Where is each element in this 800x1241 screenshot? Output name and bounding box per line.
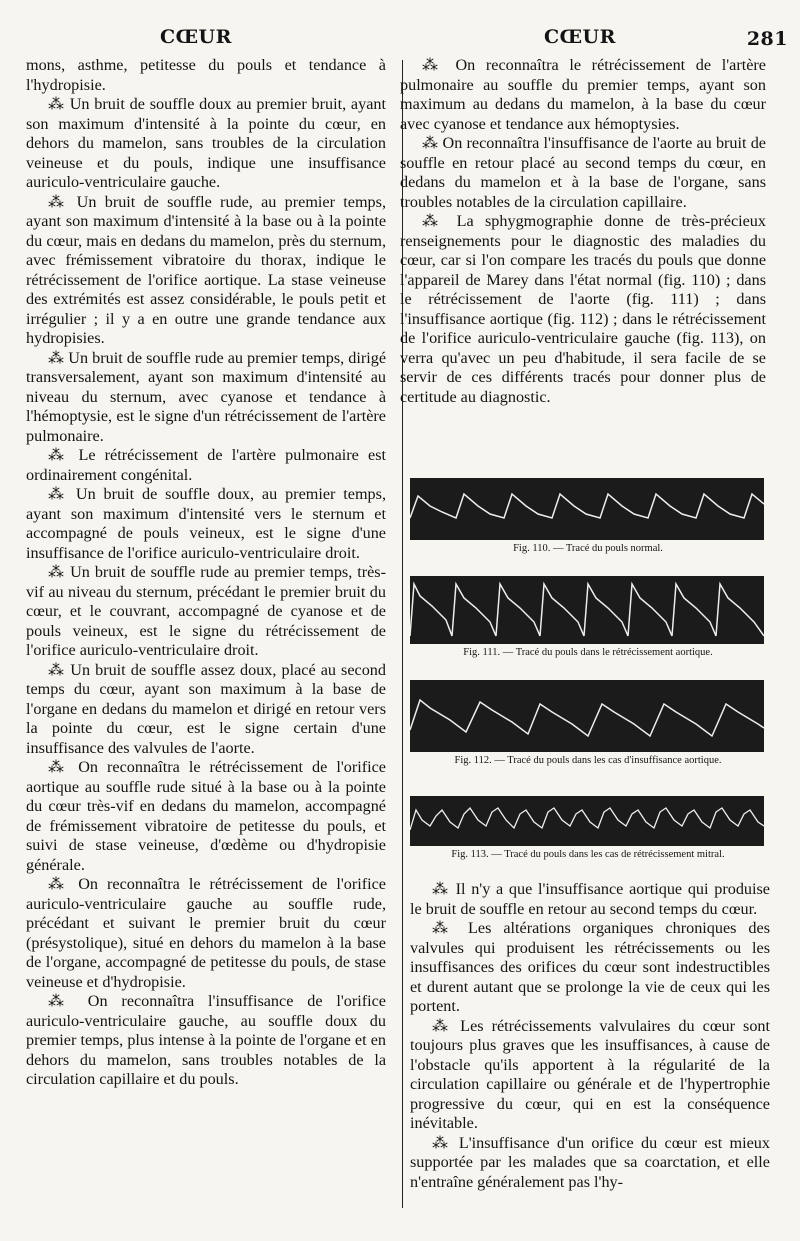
figure-caption: Fig. 113. — Tracé du pouls dans les cas de rétrécissement mitral. xyxy=(451,849,725,860)
paragraph: ⁂ Un bruit de souffle rude au premier temps, dirigé transversalement, ayant son maximum d'intensité au niveau du sternum, avec cyanose et tendance à l'hémoptysie, est le signe d'un rétrécissement de l'artère pulmonaire. xyxy=(26,348,386,445)
paragraph: ⁂ La sphygmographie donne de très-précieux renseignements pour le diagnostic des maladies du cœur, car si l'on compare les tracés du pouls que donne l'appareil de Marey dans l'état normal (fig. 110) ; dans le rétrécissement de l'aorte (fig. 111) ; dans l'insuffisance aortique (fig. 112) ; dans le rétrécissement de l'orifice auriculo-ventriculaire gauche (fig. 113), on verra qu'avec un peu d'habitude, il sera facile de se servir de ces différents tracés pour donner plus de certitude au diagnostic. xyxy=(400,212,766,406)
pulse-trace-mitral-stenosis xyxy=(410,796,764,846)
pulse-trace-aortic-stenosis xyxy=(410,576,764,644)
paragraph: ⁂ Un bruit de souffle rude au premier temps, très-vif au niveau du sternum, précédant le premier bruit du cœur, et le couvrant, accompagné de cyanose et de pouls veineux, est le signe du rétrécissement de l'orifice auriculo-ventriculaire droit. xyxy=(26,563,386,659)
right-column-bottom xyxy=(410,880,770,1192)
paragraph: ⁂ Un bruit de souffle assez doux, placé au second temps du cœur, ayant son maximum à la base de l'organe en dedans du mamelon et dirigé en retour vers la pointe du cœur, est le signe certain d'une insuffisance des valvules de l'aorte. xyxy=(26,660,386,757)
paragraph: ⁂ Le rétrécissement de l'artère pulmonaire est ordinairement congénital. xyxy=(26,446,386,484)
paragraph: ⁂ Les altérations organiques chroniques des valvules qui produisent les rétrécissements ou les insuffisances des orifices du cœur sont indestructibles et durent autant que se prolonge la vie de ceux qui les portent. xyxy=(410,919,770,1015)
paragraph: ⁂ Les rétrécissements valvulaires du cœur sont toujours plus graves que les insuffisances, à cause de l'obstacle qu'ils apportent à la régularité de la circulation capillaire ou générale et de l'hypertrophie progressive du cœur, qui en est la conséquence inévitable. xyxy=(410,1016,770,1132)
paragraph: ⁂ Un bruit de souffle doux au premier bruit, ayant son maximum d'intensité à la pointe du cœur, en dehors du mamelon, sans troubles de la circulation veineuse et du pouls, indique une insuffisance auriculo-ventriculaire gauche. xyxy=(26,95,386,191)
paragraph: ⁂ Un bruit de souffle doux, au premier temps, ayant son maximum d'intensité vers le sternum et accompagné de pouls veineux, est le signe d'une insuffisance de l'orifice auriculo-ventriculaire droit. xyxy=(26,485,386,562)
paragraph: ⁂ On reconnaîtra le rétrécissement de l'orifice aortique au souffle rude situé à la base ou à la pointe du cœur très-vif en dedans du mamelon, accompagné de frémissement vibratoire de petitesse du pouls, et suivi de stase veineuse, d'œdème ou d'hydropisie générale. xyxy=(26,758,386,874)
paragraph: ⁂ On reconnaîtra l'insuffisance de l'orifice auriculo-ventriculaire gauche, au souffle doux du premier temps, plus intense à la pointe de l'organe et en dehors du mamelon, sans troubles notables de la circulation capillaire et du pouls. xyxy=(26,992,386,1088)
paragraph: ⁂ Il n'y a que l'insuffisance aortique qui produise le bruit de souffle en retour au second temps du cœur. xyxy=(410,880,770,918)
paragraph: ⁂ On reconnaîtra le rétrécissement de l'artère pulmonaire au souffle du premier temps, ayant son maximum au dedans du mamelon, à la base du cœur avec cyanose et tendance aux hémoptysies. xyxy=(400,56,766,133)
figure-112 xyxy=(410,680,766,766)
paragraph: mons, asthme, petitesse du pouls et tendance à l'hydropisie. xyxy=(26,56,386,94)
figure-113 xyxy=(410,796,766,860)
pulse-trace-normal xyxy=(410,478,764,540)
figure-111 xyxy=(410,576,766,658)
right-column-top xyxy=(400,56,766,407)
figure-110 xyxy=(410,478,766,554)
figure-caption: Fig. 112. — Tracé du pouls dans les cas d'insuffisance aortique. xyxy=(454,755,722,766)
running-header-left: CŒUR xyxy=(160,26,232,48)
pulse-trace-aortic-insufficiency xyxy=(410,680,764,752)
paragraph: ⁂ On reconnaîtra le rétrécissement de l'orifice auriculo-ventriculaire gauche au souffle rude, précédant et suivant le premier bruit du cœur (présystolique), situé en dehors du mamelon à la base de l'organe, accompagné de petitesse du pouls, de stase veineuse et d'hydropisie. xyxy=(26,875,386,991)
left-column xyxy=(26,56,386,1090)
paragraph: ⁂ On reconnaîtra l'insuffisance de l'aorte au bruit de souffle en retour placé au second temps du cœur, en dedans du mamelon et à la base de l'organe, sans troubles notables de la circulation capillaire. xyxy=(400,134,766,211)
running-header-right: CŒUR xyxy=(544,26,616,48)
figure-caption: Fig. 110. — Tracé du pouls normal. xyxy=(513,543,663,554)
paragraph: ⁂ L'insuffisance d'un orifice du cœur est mieux supportée par les malades que sa coarctation, et elle n'entraîne généralement pas l'hy- xyxy=(410,1133,770,1191)
page-number: 281 xyxy=(746,28,788,50)
paragraph: ⁂ Un bruit de souffle rude, au premier temps, ayant son maximum d'intensité à la base ou à la pointe du cœur, mais en dedans du mamelon, près du sternum, avec frémissement vibratoire du thorax, indique le rétrécissement de l'orifice aortique. La stase veineuse des extrémités est assez considérable, le pouls petit et irrégulier ; il y a en outre une grande tendance aux hydropisies. xyxy=(26,192,386,347)
figure-caption: Fig. 111. — Tracé du pouls dans le rétrécissement aortique. xyxy=(463,647,713,658)
